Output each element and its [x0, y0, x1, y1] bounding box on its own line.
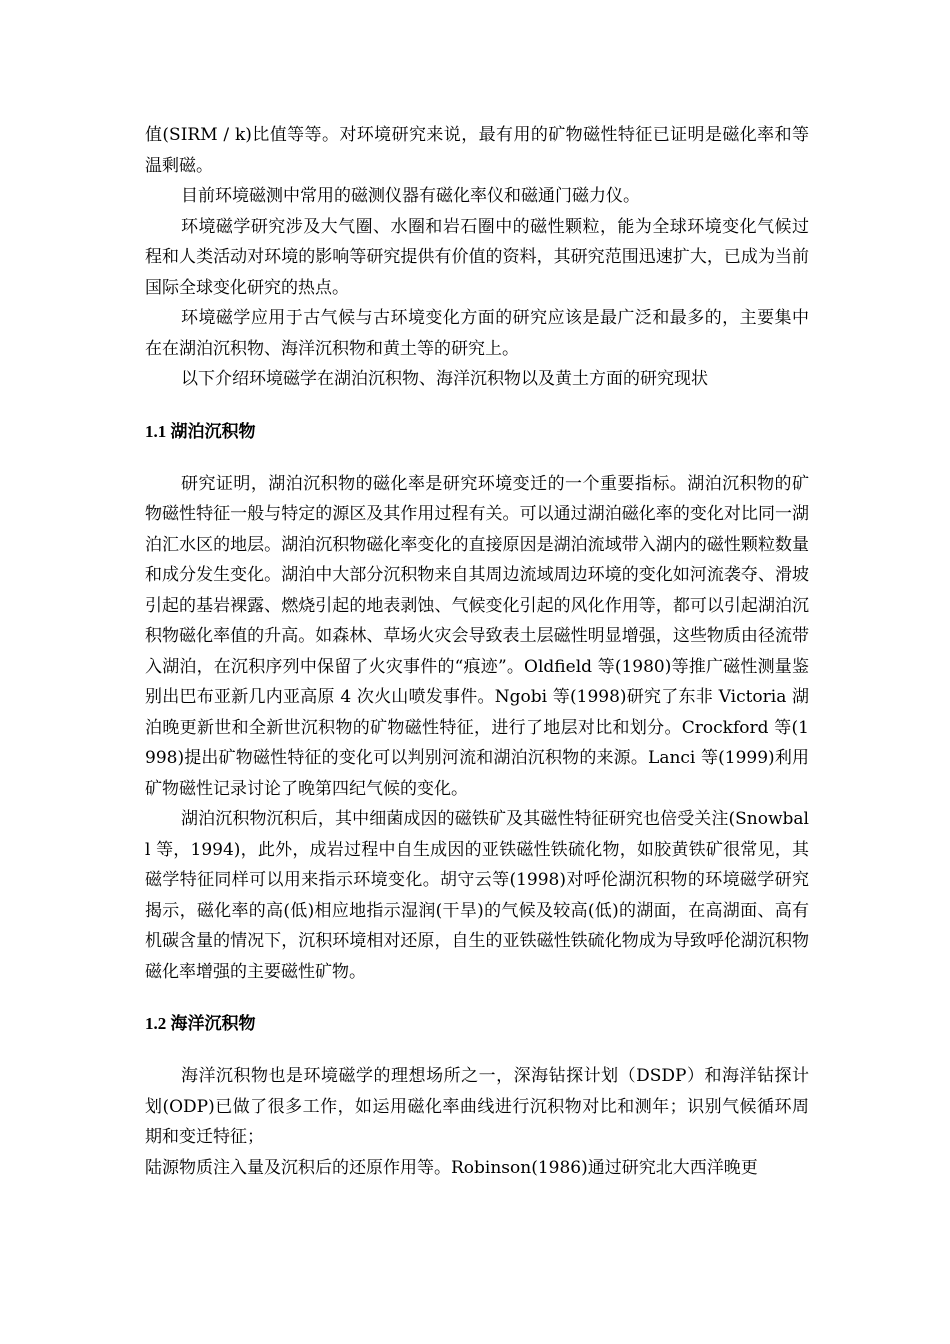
- section-heading-marine-sediments: 1.2 海洋沉积物: [145, 1014, 256, 1033]
- ocean-paragraph-2: 陆源物质注入量及沉积后的还原作用等。Robinson(1986)通过研究北大西洋晚更: [145, 1157, 758, 1178]
- lake-paragraph-2: 湖泊沉积物沉积后，其中细菌成因的磁铁矿及其磁性特征研究也倍受关注(Snowball 等，1994)，此外，成岩过程中自生成因的亚铁磁性铁硫化物，如胶黄铁矿很常见，其磁学特征同样可以用来指示环境变化。胡守云等(1998)对呼伦湖沉积物的环境磁学研究揭示，磁化率的高(低)相应地指示湿润(干旱)的气候及较高(低)的湖面，在高湖面、高有机碳含量的情况下，沉积环境相对还原，自生的亚铁磁性铁硫化物成为导致呼伦湖沉积物磁化率增强的主要磁性矿物。: [145, 809, 809, 982]
- section-lake-body: [145, 469, 809, 988]
- intro-paragraph-5: 以下介绍环境磁学在湖泊沉积物、海洋沉积物以及黄土方面的研究现状: [181, 369, 708, 389]
- document-body: [145, 120, 809, 1183]
- ocean-paragraph-1: 海洋沉积物也是环境磁学的理想场所之一，深海钻探计划（DSDP）和海洋钻探计划(ODP)已做了很多工作，如运用磁化率曲线进行沉积物对比和测年；识别气候循环周期和变迁特征；: [145, 1066, 809, 1147]
- intro-paragraph-3: 环境磁学研究涉及大气圈、水圈和岩石圈中的磁性颗粒，能为全球环境变化气候过程和人类活动对环境的影响等研究提供有价值的资料，其研究范围迅速扩大，已成为当前国际全球变化研究的热点。: [145, 216, 809, 298]
- section-heading-lake-sediments: 1.1 湖泊沉积物: [145, 421, 256, 441]
- lake-paragraph-1: 研究证明，湖泊沉积物的磁化率是研究环境变迁的一个重要指标。湖泊沉积物的矿物磁性特征一般与特定的源区及其作用过程有关。可以通过湖泊磁化率的变化对比同一湖泊汇水区的地层。湖泊沉积物磁化率变化的直接原因是湖泊流域带入湖内的磁性颗粒数量和成分发生变化。湖泊中大部分沉积物来自其周边流域周边环境的变化如河流袭夺、滑坡引起的基岩裸露、燃烧引起的地表剥蚀、气候变化引起的风化作用等，都可以引起湖泊沉积物磁化率值的升高。如森林、草场火灾会导致表土层磁性明显增强，这些物质由径流带入湖泊，在沉积序列中保留了火灾事件的“痕迹”。Oldfield 等(1980)等推广磁性测量鉴别出巴布亚新几内亚高原 4 次火山喷发事件。Ngobi 等(1998)研究了东非 Victoria 湖泊晚更新世和全新世沉积物的矿物磁性特征，进行了地层对比和划分。Crockford 等(1998)提出矿物磁性特征的变化可以判别河流和湖泊沉积物的来源。Lanci 等(1999)利用矿物磁性记录讨论了晚第四纪气候的变化。: [145, 473, 809, 799]
- intro-paragraph-1: 值(SIRM / k)比值等等。对环境研究来说，最有用的矿物磁性特征已证明是磁化率和等温剩磁。: [145, 125, 809, 176]
- intro-paragraph-4: 环境磁学应用于古气候与古环境变化方面的研究应该是最广泛和最多的，主要集中在在湖泊沉积物、海洋沉积物和黄土等的研究上。: [145, 308, 809, 359]
- intro-paragraph-2: 目前环境磁测中常用的磁测仪器有磁化率仪和磁通门磁力仪。: [181, 186, 640, 206]
- section-ocean-body: [145, 1061, 809, 1183]
